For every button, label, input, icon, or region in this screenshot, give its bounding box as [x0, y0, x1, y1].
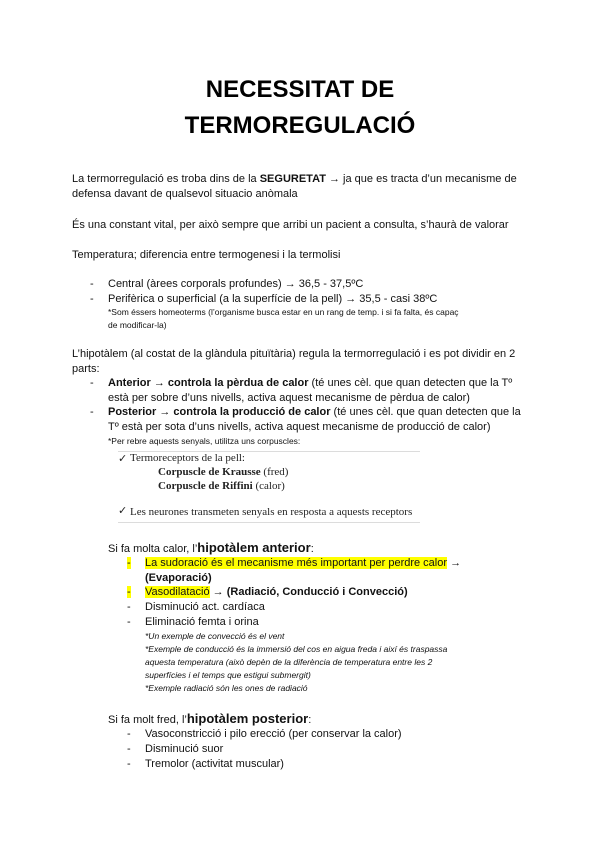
check-icon: ✓	[118, 505, 128, 517]
anterior-item: Anterior → controla la pèrdua de calor (té unes cèl. que quan detecten que la Tº està per sobre d’uns nivells, activa aquest mecanisme de pèrdua de calor)	[108, 377, 513, 404]
conduction-note-line-1: *Exemple de conducció és la immersió del cos en aigua freda i així és traspassa	[145, 644, 448, 654]
receptors-panel	[118, 451, 420, 523]
hot-item-cardiac: Disminució act. cardíaca	[145, 601, 265, 613]
intro-paragraph-3: Temperatura; diferencia entre termogenesi i la termolisi	[72, 249, 341, 261]
list-dash: -	[127, 743, 131, 755]
cold-item-vasoconstriction: Vasoconstricció i pilo erecció (per conservar la calor)	[145, 728, 402, 740]
hot-item-sweating: La sudoració és el mecanisme més important per perdre calor → (Evaporació)	[145, 557, 462, 584]
seguretat-keyword: SEGURETAT	[259, 173, 326, 185]
cold-item-shivering: Tremolor (activitat muscular)	[145, 758, 284, 770]
hypothalamus-paragraph: L’hipotàlem (al costat de la glàndula pituïtària) regula la termorregulació i es pot dividir en 2 parts:	[72, 348, 516, 375]
list-dash: -	[90, 406, 94, 418]
conduction-note-line-2: aquesta temperatura (això depèn de la diferència de temperatura entre les 2	[145, 657, 433, 667]
page-title	[0, 72, 600, 144]
hipotalem-posterior-term: hipotàlem posterior	[186, 711, 309, 726]
list-dash: -	[127, 601, 131, 613]
cold-item-sweat: Disminució suor	[145, 743, 224, 755]
hot-item-vasodilation: Vasodilatació → (Radiació, Conducció i Convecció)	[145, 586, 408, 598]
homeotherm-note-line-1: *Som éssers homeoterms (l’organisme busca estar en un rang de temp. i si fa falta, és capaç	[108, 307, 459, 317]
cold-intro: Si fa molt fred, l’hipotàlem posterior:	[108, 711, 312, 726]
check-icon: ✓	[118, 453, 128, 465]
intro-paragraph-1: La termorregulació es troba dins de la SEGURETAT → ja que es tracta d’un mecanisme de defensa davant de qualsevol situacio anòmala	[72, 173, 517, 200]
list-dash: -	[90, 293, 94, 305]
list-dash: -	[90, 377, 94, 389]
conduction-note-line-3: superfícies i el temps que estigui submergit)	[145, 670, 311, 680]
posterior-item: Posterior → controla la producció de calor (té unes cèl. que quan detecten que la Tº està per sota d’uns nivells, activa aquest mecanisme de producció de calor)	[108, 406, 521, 433]
list-dash: -	[127, 758, 131, 770]
title-line-2: TERMOREGULACIÓ	[184, 112, 416, 139]
title-line-1: NECESSITAT DE	[205, 76, 395, 103]
temp-peripheral-item: Perifèrica o superficial (a la superfície de la pell) → 35,5 - casi 38ºC	[108, 293, 438, 305]
list-dash: -	[127, 557, 131, 569]
neurons-line: Les neurones transmeten senyals en resposta a aquests receptors	[130, 506, 413, 518]
list-dash: -	[127, 616, 131, 628]
riffini-line: Corpuscle de Riffini (calor)	[158, 480, 285, 492]
list-dash: -	[127, 586, 131, 598]
hipotalem-anterior-term: hipotàlem anterior	[197, 540, 311, 555]
corpuscles-note: *Per rebre aquests senyals, utilitza uns corpuscles:	[108, 436, 301, 446]
radiation-note: *Exemple radiació són les ones de radiació	[145, 683, 308, 693]
krausse-line: Corpuscle de Krausse (fred)	[158, 466, 289, 478]
hot-item-elimination: Eliminació femta i orina	[145, 616, 259, 628]
temp-central-item: Central (àrees corporals profundes) → 36,5 - 37,5ºC	[108, 278, 364, 290]
list-dash: -	[127, 728, 131, 740]
list-dash: -	[90, 278, 94, 290]
homeotherm-note-line-2: de modificar-la)	[108, 320, 167, 330]
hot-intro: Si fa molta calor, l’hipotàlem anterior:	[108, 540, 314, 555]
intro-paragraph-2: És una constant vital, per això sempre que arribi un pacient a consulta, s’haurà de valorar	[72, 219, 509, 231]
receptors-heading: Termoreceptors de la pell:	[130, 452, 245, 464]
convection-note: *Un exemple de convecció és el vent	[145, 631, 285, 641]
